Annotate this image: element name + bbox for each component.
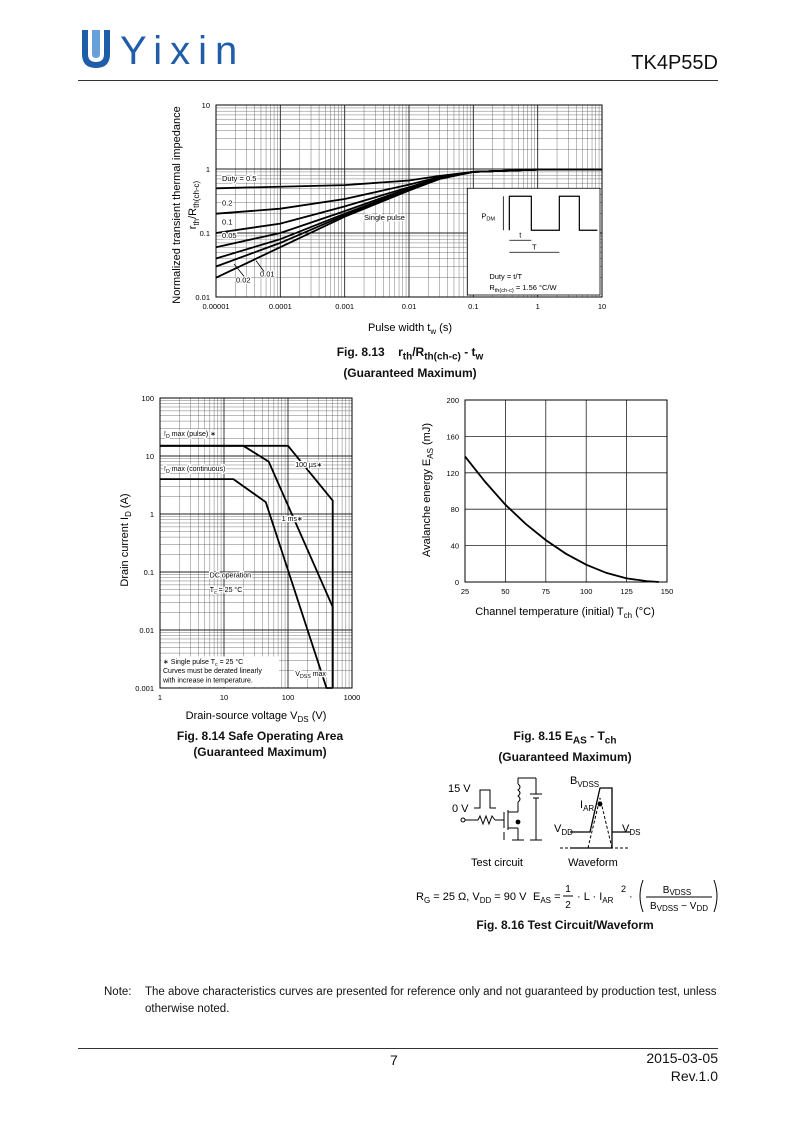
x-tick-label: 0.1 xyxy=(468,302,479,311)
y-tick-label: 120 xyxy=(446,468,459,478)
fig813-caption xyxy=(230,344,590,381)
label-bvdss: $B_{VDSS}$ xyxy=(570,775,600,789)
fig815-caption xyxy=(440,728,690,765)
y-tick-label: 160 xyxy=(446,432,459,442)
label-vdd: $V_{DD}$ xyxy=(554,823,573,837)
series-label-5: 0.01 xyxy=(260,269,275,279)
label-100us: 100 µs∗ xyxy=(295,461,323,469)
formula-dot: · xyxy=(629,891,633,903)
x-tick-label: 75 xyxy=(541,587,550,596)
series-label-2: 0.1 xyxy=(222,217,233,227)
fig815-title: Fig. 8.15 $E_{AS} - T_{ch}$ xyxy=(513,729,617,747)
fig813-subtitle: (Guaranteed Maximum) xyxy=(343,366,477,381)
y-tick-label: 100 xyxy=(141,394,154,403)
y-tick-label: 0 xyxy=(454,578,459,587)
y-tick-label: 0.001 xyxy=(135,684,154,693)
series-line-eas xyxy=(465,456,659,582)
y-tick-label: 0.1 xyxy=(143,568,154,577)
x-tick-label: 0.0001 xyxy=(268,302,292,311)
chart814-ylabel: Drain current $I_D$ (A) xyxy=(119,493,133,587)
x-tick-label: 100 xyxy=(281,693,295,702)
y-tick-label: 0.01 xyxy=(139,626,154,635)
x-tick-label: 10 xyxy=(597,302,607,311)
label-0v: 0 V xyxy=(452,803,469,815)
chart813-ylabel-line1: Normalized transient thermal impedance xyxy=(171,106,183,304)
note-text: The above characteristics curves are presented for reference only and not guaranteed by production test, unless otherwise noted. xyxy=(145,986,717,1015)
paren-right xyxy=(714,880,717,912)
chart-thermal-impedance xyxy=(160,95,630,345)
fig815-subtitle: (Guaranteed Maximum) xyxy=(498,750,632,765)
chart-safe-operating-area xyxy=(110,390,380,730)
ratio-num: $B_{VDSS}$ xyxy=(662,885,692,897)
fig814-subtitle: (Guaranteed Maximum) xyxy=(193,745,327,759)
frac-num: 1 xyxy=(565,884,571,895)
fig814-title: Fig. 8.14 Safe Operating Area xyxy=(176,729,344,743)
note-line3: with increase in temperature. xyxy=(163,677,253,685)
series-label-1: 0.2 xyxy=(222,198,233,208)
x-tick-label: 50 xyxy=(501,587,510,596)
ratio-den: $B_{VDSS} - V_{DD}$ xyxy=(649,901,709,913)
y-tick-label: 10 xyxy=(201,101,210,110)
inset-T-label: T xyxy=(532,242,537,252)
y-tick-label: 40 xyxy=(450,541,459,551)
formula-mid: · $L \cdot I_{AR}$ xyxy=(577,891,614,905)
formula-square: 2 xyxy=(621,884,627,894)
peak-dot xyxy=(598,802,603,807)
frac-den: 2 xyxy=(565,900,571,911)
note-line1: ∗ Single pulse $T_c = 25$ °C xyxy=(163,658,244,668)
fig814-caption xyxy=(130,728,390,760)
y-tick-label: 1 xyxy=(149,510,154,519)
fig816-caption xyxy=(440,917,690,933)
note-line2: Curves must be derated linearly xyxy=(163,668,262,676)
label-iar: $I_{AR}$ xyxy=(580,799,595,813)
plot-frame xyxy=(160,398,352,688)
label-id-pulse: $I_D$ max (pulse) ∗ xyxy=(164,431,217,441)
doc-revision: Rev.1.0 xyxy=(670,1068,718,1084)
test-circuit-diagram xyxy=(461,778,542,840)
x-tick-label: 0.00001 xyxy=(202,302,230,311)
x-tick-label: 0.01 xyxy=(401,302,417,311)
series-line-1 xyxy=(160,446,333,688)
inset-rth: $R_{th(ch-c)} = 1.56$ °C/W xyxy=(489,283,557,294)
chart813-xlabel: Pulse width $t_w$ (s) xyxy=(367,322,453,336)
brand-name: Yixin xyxy=(120,29,246,72)
paren-left xyxy=(640,880,643,912)
series-label-3: 0.05 xyxy=(222,231,237,241)
label-1ms: 1 ms∗ xyxy=(281,516,303,524)
yixin-logo xyxy=(78,24,278,72)
y-tick-label: 1 xyxy=(205,165,210,174)
chart815-ylabel: Avalanche energy $E_{AS}$ (mJ) xyxy=(421,423,435,557)
y-tick-label: 80 xyxy=(450,505,459,515)
chart814-xlabel: Drain-source voltage $V_{DS}$ (V) xyxy=(185,710,327,724)
label-waveform: Waveform xyxy=(568,857,618,869)
formula-eas: $E_{AS}$ = xyxy=(533,891,561,905)
series-line-0 xyxy=(160,446,333,688)
node-dot xyxy=(516,820,521,825)
inset-t-label: t xyxy=(519,230,522,240)
label-vds: $V_{DS}$ xyxy=(622,823,641,837)
label-id-continuous: $I_D$ max (continuous) xyxy=(164,466,226,476)
x-tick-label: 0.001 xyxy=(335,302,355,311)
footer-rule xyxy=(78,1048,718,1049)
x-tick-label: 125 xyxy=(620,587,633,596)
label-dc-temp: $T_c = 25$ °C xyxy=(209,587,243,597)
test-circuit-waveform xyxy=(400,770,730,920)
header-rule xyxy=(78,80,718,81)
fig813-title: Fig. 8.13 $r_{th}/R_{th(ch-c)} - t_w$ xyxy=(336,345,484,363)
x-tick-label: 10 xyxy=(219,693,229,702)
y-tick-label: 0.1 xyxy=(199,229,210,238)
doc-date: 2015-03-05 xyxy=(646,1050,718,1066)
y-tick-label: 0.01 xyxy=(195,293,210,302)
inset-duty: Duty = t/T xyxy=(489,272,523,281)
label-dc-operation: DC operation xyxy=(209,572,252,580)
x-tick-label: 1 xyxy=(157,693,163,702)
series-label-4: 0.02 xyxy=(236,275,251,285)
note-label: Note: xyxy=(104,986,132,998)
y-tick-label: 10 xyxy=(145,452,154,461)
x-tick-label: 100 xyxy=(579,587,593,596)
x-tick-label: 1 xyxy=(535,302,540,311)
label-vdss-max: $V_{DSS}$ max xyxy=(295,671,326,681)
series-label-6: Single pulse xyxy=(364,212,405,222)
part-number: TK4P55D xyxy=(631,52,718,74)
series-label-0: Duty = 0.5 xyxy=(222,173,257,183)
chart813-ylabel-line2: $r_{th}/R_{th(ch-c)}$ xyxy=(187,180,201,230)
chart815-xlabel: Channel temperature (initial) $T_{ch}$ (°C) xyxy=(475,606,655,620)
formula-conditions: $R_G = 25$ Ω, $V_{DD} = 90$ V xyxy=(416,891,527,905)
waveform-diagram xyxy=(560,788,630,848)
fig816-title: Fig. 8.16 Test Circuit/Waveform xyxy=(476,918,654,932)
y-tick-label: 200 xyxy=(446,396,459,405)
page-number: 7 xyxy=(390,1052,398,1068)
label-15v: 15 V xyxy=(448,783,471,795)
x-tick-label: 25 xyxy=(460,587,470,596)
chart-avalanche-energy xyxy=(410,390,700,625)
x-tick-label: 150 xyxy=(660,587,674,596)
label-test-circuit: Test circuit xyxy=(471,857,523,869)
x-tick-label: 1000 xyxy=(343,693,361,702)
inset-pdm-label: $P_{DM}$ xyxy=(481,211,496,223)
